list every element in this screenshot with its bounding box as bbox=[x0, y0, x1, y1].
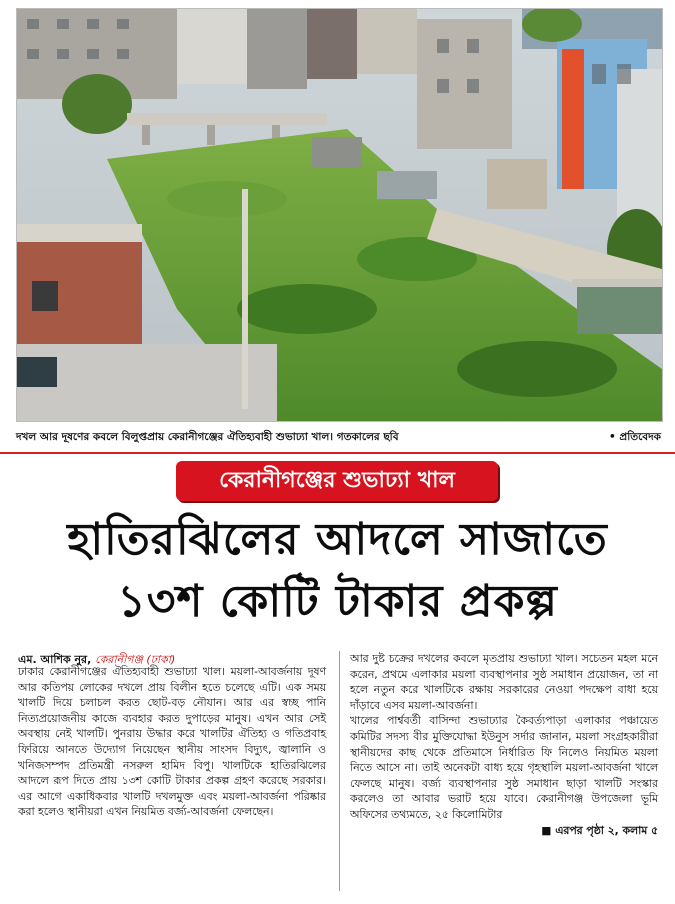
red-divider bbox=[0, 452, 675, 454]
article-paragraph: খালের পার্শ্ববর্তী বাসিন্দা শুভাঢ্যার কৈবর্ত্যপাড়া এলাকার পঞ্চায়েত কমিটির সদস্য বীর মুক্তিযোদ্ধা ইউনুস সর্দার জানান, ময়লা সংগ্রহকারীরা স্থানীয়দের কাছ থেকে প্রতিমাসে নির্ধারিত ফি নিলেও নিয়মিত ময়লা নিতে আসে না। তাই অনেকটা বাধ্য হয়ে গৃহস্থালি ময়লা-আবর্জনা খালে ফেলছে মানুষ। বর্জ্য ব্যবস্থাপনার সুষ্ঠ সমাধান ছাড়া খালটি সংস্কার করলেও তা আবার ভরাট হয়ে যাবে। কেরানীগঞ্জ উপজেলা ভূমি অফিসের তথ্যমতে, ২৫ কিলোমিটার bbox=[350, 714, 658, 821]
column-divider bbox=[339, 651, 340, 891]
article-column-2 bbox=[350, 651, 658, 838]
headline-line-1: হাতিরঝিলের আদলে সাজাতে bbox=[67, 514, 608, 565]
continued-link[interactable]: ■ এরপর পৃষ্ঠা ২, কলাম ৫ bbox=[541, 823, 658, 837]
photo-caption bbox=[16, 428, 661, 446]
news-photo bbox=[16, 8, 663, 422]
caption-text: দখল আর দূষণের কবলে বিলুপ্তপ্রায় কেরানীগঞ্জের ঐতিহ্যবাহী শুভাঢ্যা খাল। গতকালের ছবি bbox=[16, 431, 399, 443]
photo-credit: • প্রতিবেদক bbox=[608, 431, 661, 443]
author-name: এম. আশিক নুর, bbox=[18, 653, 92, 666]
dateline-place: কেরানীগঞ্জ (ঢাকা) bbox=[95, 653, 176, 666]
headline-line-2: ১৩শ কোটি টাকার প্রকল্প bbox=[117, 576, 558, 627]
article-paragraph: আর দুষ্ট চক্রের দখলের কবলে মৃতপ্রায় শুভাঢ্যা খাল। সচেতন মহল মনে করেন, প্রথমে এলাকার ময়লা ব্যবস্থাপনার সুষ্ঠ সমাধান প্রয়োজন, তা না হলে নতুন করে খালটিকে রক্ষায় সরকারের নেওয়া পদক্ষেপ বাধা হয়ে দাঁড়াবে এসব ময়লা-আবর্জনা। bbox=[350, 652, 658, 712]
article-column-1 bbox=[18, 664, 326, 820]
article-paragraph: ঢাকার কেরানীগঞ্জের ঐতিহ্যবাহী শুভাঢ্যা খাল। ময়লা-আবর্জনায় দূষণ আর কতিপয় লোকের দখলে প্রায় বিলীন হতে চলেছে এটি। এক সময় খালটি দিয়ে চলাচল করত ছোট-বড় নৌযান। আর এর স্বচ্ছ পানি নিত্যপ্রয়োজনীয় কাজে ব্যবহার করত দুপাড়ের মানুষ। এখন আর সেই অবস্থায় নেই খালটি। পুনরায় উদ্ধার করে খালটির ঐতিহ্য ও গতিপ্রবাহ ফিরিয়ে আনতে উদ্যোগ নিয়েছেন স্থানীয় সাংসদ বিদ্যুৎ, জ্বালানি ও খনিজসম্পদ প্রতিমন্ত্রী নসরুল হামিদ বিপু। খালটিকে হাতিরঝিলের আদলে রূপ দিতে প্রায় ১৩শ কোটি টাকার প্রকল্প গ্রহণ করেছে সরকার। এর আগে একাধিকবার খালটি দখলমুক্ত এবং ময়লা-আবর্জনা পরিষ্কার করা হলেও স্থানীয়রা এখন নিয়মিত বর্জ্য-আবর্জনা ফেলছেন। bbox=[18, 665, 326, 819]
kicker-label: কেরানীগঞ্জের শুভাঢ্যা খাল bbox=[176, 461, 498, 501]
